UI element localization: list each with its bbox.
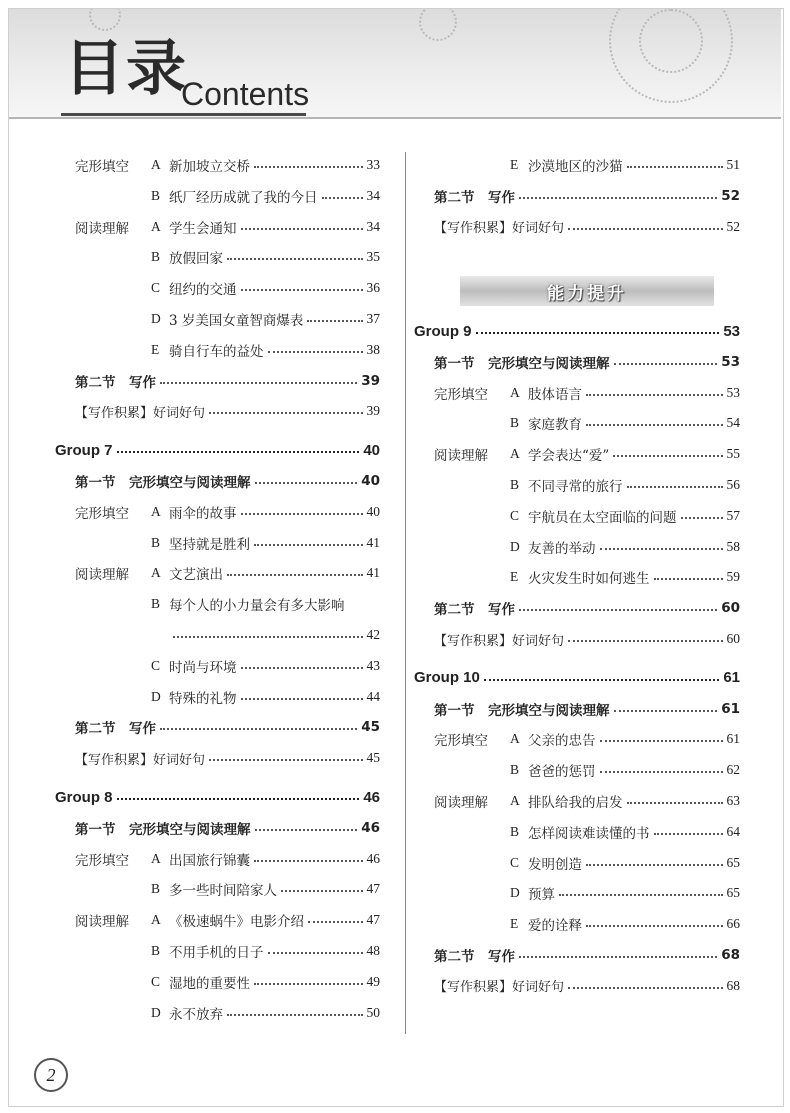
dot-leader: [227, 574, 363, 576]
toc-entry[interactable]: [434, 726, 740, 752]
dot-leader: [681, 517, 723, 519]
entry-title: 湿地的重要性: [169, 975, 250, 992]
dot-leader: [209, 759, 362, 761]
dot-leader: [627, 166, 723, 168]
entry-title: 爸爸的惩罚: [528, 764, 596, 781]
page-ref: 68: [726, 977, 740, 993]
toc-section[interactable]: [75, 368, 380, 394]
column-divider: [405, 152, 406, 1034]
toc-entry[interactable]: [75, 622, 380, 648]
entry-letter: B: [151, 596, 161, 612]
entry-letter: B: [510, 823, 520, 839]
page-ref: 41: [366, 534, 380, 550]
entry-category: 完形填空: [75, 852, 129, 869]
toc-section[interactable]: [434, 595, 740, 621]
toc-group-heading[interactable]: [55, 784, 380, 810]
toc-entry[interactable]: [434, 380, 740, 406]
page-title-english: Contents: [181, 76, 310, 112]
page-ref: 51: [726, 157, 740, 172]
dot-leader: [568, 228, 722, 230]
dot-leader: [627, 802, 723, 804]
toc-section[interactable]: [75, 468, 380, 494]
entry-letter: A: [151, 912, 161, 928]
page-ref: 45: [366, 750, 380, 766]
page-ref: 44: [366, 688, 380, 704]
entry-letter: A: [510, 446, 520, 462]
page-ref: 37: [366, 311, 380, 326]
toc-entry[interactable]: [75, 560, 380, 586]
dot-leader: [600, 740, 723, 742]
page-ref: 49: [366, 973, 380, 989]
dot-leader: [241, 289, 363, 291]
entry-title: 特殊的礼物: [169, 690, 237, 707]
toc-entry[interactable]: [75, 530, 380, 556]
toc-entry[interactable]: [434, 472, 740, 498]
toc-entry[interactable]: [75, 214, 380, 240]
entry-category: 完形填空: [75, 159, 129, 175]
entry-category: 阅读理解: [75, 914, 129, 931]
entry-title: 放假回家: [169, 251, 223, 268]
page-ref: 46: [361, 819, 380, 836]
page-title: 目录: [64, 34, 188, 104]
entry-title: 预算: [528, 887, 555, 904]
entry-title: 学会表达“爱”: [528, 448, 610, 465]
dot-leader: [241, 228, 363, 230]
entry-letter: A: [151, 157, 161, 172]
toc-entry[interactable]: [75, 306, 380, 332]
dot-leader: [476, 332, 720, 334]
dot-leader: [255, 829, 358, 831]
section-title: 第二节 写作: [434, 949, 515, 965]
page-ref: 66: [726, 916, 740, 932]
page-ref: 68: [721, 947, 740, 963]
entry-letter: A: [151, 565, 161, 581]
entry-title: 雨伞的故事: [169, 505, 237, 522]
entry-letter: A: [510, 793, 520, 808]
dot-leader: [255, 482, 358, 484]
toc-entry[interactable]: [75, 152, 380, 178]
toc-section[interactable]: [75, 815, 380, 841]
entry-letter: A: [151, 850, 161, 866]
title-underline: [61, 113, 306, 116]
page-ref: 45: [361, 719, 380, 736]
decorative-circle: [89, 9, 121, 31]
entry-category: 完形填空: [434, 733, 488, 750]
entry-letter: E: [510, 157, 519, 172]
dot-leader: [241, 513, 363, 515]
accumulation-label: 【写作积累】好词好句: [75, 405, 206, 421]
page-ref: 47: [366, 881, 380, 897]
entry-title: 肢体语言: [528, 386, 582, 403]
page-ref: 54: [726, 415, 740, 431]
dot-leader: [586, 864, 723, 866]
entry-letter: A: [510, 731, 520, 747]
dot-leader: [160, 728, 357, 730]
entry-letter: D: [151, 311, 161, 326]
toc-entry[interactable]: [434, 534, 740, 560]
page-ref: 40: [363, 441, 380, 459]
dot-leader: [254, 544, 363, 546]
group-title: Group 10: [414, 669, 480, 687]
page-ref: 52: [726, 218, 740, 234]
page-ref: 48: [366, 943, 380, 958]
page-ref: 65: [726, 885, 740, 901]
entry-category: 阅读理解: [434, 795, 488, 811]
entry-title: 骑自行车的益处: [169, 343, 264, 360]
page-ref: 58: [726, 538, 740, 554]
page-ref: 46: [363, 788, 380, 806]
page-ref: 60: [726, 631, 740, 646]
toc-entry[interactable]: [434, 757, 740, 783]
dot-leader: [627, 486, 723, 488]
entry-letter: B: [151, 881, 161, 897]
group-title: Group 7: [55, 441, 113, 459]
entry-letter: D: [151, 1004, 161, 1020]
dot-leader: [519, 956, 717, 958]
entry-letter: A: [151, 503, 161, 519]
entry-letter: D: [151, 688, 161, 704]
entry-title: 不用手机的日子: [169, 945, 264, 961]
dot-leader: [484, 679, 719, 681]
toc-group-heading[interactable]: [414, 318, 740, 344]
page-ref: 61: [721, 700, 740, 717]
toc-accumulation[interactable]: [434, 973, 740, 999]
decorative-circle: [419, 9, 457, 41]
entry-letter: E: [151, 341, 160, 357]
page-ref: 47: [366, 912, 380, 928]
accumulation-label: 【写作积累】好词好句: [75, 752, 206, 768]
entry-category: 完形填空: [434, 386, 488, 403]
dot-leader: [568, 640, 722, 642]
entry-category: 阅读理解: [75, 220, 129, 237]
section-title: 第二节 写作: [75, 374, 156, 391]
toc-entry[interactable]: [75, 591, 380, 617]
toc-entry[interactable]: [75, 907, 380, 933]
dot-leader: [227, 258, 363, 260]
accumulation-label: 【写作积累】好词好句: [434, 980, 565, 996]
page-ref: 60: [721, 600, 740, 617]
page-ref: 59: [726, 569, 740, 585]
entry-letter: B: [510, 762, 520, 778]
entry-letter: D: [510, 538, 520, 554]
toc-group-heading[interactable]: [414, 665, 740, 691]
toc-section[interactable]: [434, 349, 740, 375]
entry-category: 阅读理解: [75, 567, 129, 584]
entry-letter: E: [510, 569, 519, 585]
entry-title: 出国旅行锦囊: [169, 852, 250, 869]
dot-leader: [268, 952, 363, 954]
toc-entry[interactable]: [434, 819, 740, 845]
toc-entry[interactable]: [434, 441, 740, 467]
dot-leader: [307, 320, 362, 322]
page-ref: 52: [721, 187, 740, 204]
page-ref: 53: [723, 322, 740, 340]
entry-title: 纸厂经历成就了我的今日: [169, 189, 318, 206]
dot-leader: [586, 925, 723, 927]
page-ref: 53: [726, 384, 740, 400]
dot-leader: [268, 351, 363, 353]
entry-title: 父亲的忠告: [528, 733, 596, 750]
dot-leader: [117, 798, 360, 800]
section-title: 第二节 写作: [75, 721, 156, 738]
entry-letter: C: [151, 973, 161, 989]
toc-accumulation[interactable]: [434, 214, 740, 240]
page-ref: 35: [366, 249, 380, 265]
toc-entry[interactable]: [434, 152, 740, 178]
dot-leader: [241, 667, 363, 669]
page-ref: 50: [366, 1004, 380, 1020]
dot-leader: [559, 894, 723, 896]
entry-letter: B: [151, 187, 161, 203]
dot-leader: [227, 1014, 363, 1016]
entry-title: 友善的举动: [528, 540, 596, 557]
dot-leader: [614, 710, 718, 712]
dot-leader: [600, 771, 723, 773]
entry-letter: C: [151, 280, 161, 296]
dot-leader: [173, 636, 363, 638]
page-ref: 61: [723, 669, 740, 687]
page-ref: 56: [726, 477, 740, 492]
accumulation-label: 【写作积累】好词好句: [434, 221, 565, 237]
page-ref: 64: [726, 823, 740, 839]
toc-entry[interactable]: [434, 410, 740, 436]
entry-letter: E: [510, 916, 519, 932]
entry-title: 新加坡立交桥: [169, 159, 250, 175]
page-ref: 36: [366, 280, 380, 296]
entry-title: 《极速蜗牛》电影介绍: [169, 914, 304, 931]
entry-letter: C: [510, 854, 520, 870]
dot-leader: [654, 833, 723, 835]
entry-letter: C: [151, 657, 161, 673]
toc-entry[interactable]: [75, 337, 380, 363]
entry-title: 永不放弃: [169, 1006, 223, 1023]
entry-letter: B: [510, 477, 520, 492]
entry-letter: B: [151, 249, 161, 265]
dot-leader: [519, 609, 717, 611]
entry-title: 发明创造: [528, 856, 582, 873]
page-ref: 43: [366, 657, 380, 673]
group-title: Group 9: [414, 322, 472, 340]
page-ref: 34: [366, 187, 380, 203]
page-ref: 62: [726, 762, 740, 778]
entry-letter: B: [510, 415, 520, 431]
entry-title: 多一些时间陪家人: [169, 883, 277, 900]
toc-entry[interactable]: [434, 911, 740, 937]
toc-accumulation[interactable]: [434, 626, 740, 652]
page-ref: 55: [726, 446, 740, 462]
toc-entry[interactable]: [434, 880, 740, 906]
entry-letter: B: [151, 534, 161, 550]
toc-entry[interactable]: [75, 684, 380, 710]
entry-letter: B: [151, 943, 161, 958]
dot-leader: [586, 394, 723, 396]
page-ref: 39: [366, 403, 380, 419]
toc-entry[interactable]: [434, 850, 740, 876]
dot-leader: [241, 698, 363, 700]
dot-leader: [568, 987, 722, 989]
accumulation-label: 【写作积累】好词好句: [434, 633, 565, 649]
entry-title: 文艺演出: [169, 567, 223, 584]
dot-leader: [254, 166, 363, 168]
entry-title: 家庭教育: [528, 417, 582, 434]
toc-entry[interactable]: [434, 564, 740, 590]
entry-title: 不同寻常的旅行: [528, 479, 623, 495]
entry-title: 每个人的小力量会有多大影响: [169, 598, 345, 615]
toc-group-heading[interactable]: [55, 437, 380, 463]
toc-entry[interactable]: [75, 938, 380, 964]
entry-title: 怎样阅读难读懂的书: [528, 825, 650, 842]
section-title: 第一节 完形填空与阅读理解: [75, 821, 251, 838]
entry-letter: C: [510, 507, 520, 523]
section-title: 第二节 写作: [434, 602, 515, 619]
dot-leader: [254, 860, 363, 862]
page-ref: 41: [366, 565, 380, 581]
page-ref: 63: [726, 793, 740, 808]
dot-leader: [322, 197, 363, 199]
entry-title: 学生会通知: [169, 220, 237, 237]
dot-leader: [614, 363, 718, 365]
page-ref: 33: [366, 157, 380, 172]
section-title: 第一节 完形填空与阅读理解: [434, 355, 610, 372]
page-ref: 34: [366, 218, 380, 234]
dot-leader: [308, 921, 363, 923]
dot-leader: [160, 382, 357, 384]
page-ref: 46: [366, 850, 380, 866]
entry-title: 坚持就是胜利: [169, 536, 250, 553]
entry-title: 时尚与环境: [169, 659, 237, 676]
page-ref: 40: [366, 503, 380, 519]
page-ref: 53: [721, 353, 740, 370]
toc-entry[interactable]: [75, 969, 380, 995]
dot-leader: [117, 451, 360, 453]
entry-letter: A: [510, 384, 520, 400]
dot-leader: [281, 890, 363, 892]
page-ref: 61: [726, 731, 740, 747]
toc-accumulation[interactable]: [75, 745, 380, 771]
page-ref: 57: [726, 507, 740, 523]
entry-title: 3 岁美国女童智商爆表: [169, 313, 304, 329]
toc-section[interactable]: [434, 696, 740, 722]
dot-leader: [254, 983, 363, 985]
toc-section[interactable]: [434, 942, 740, 968]
toc-entry[interactable]: [434, 788, 740, 814]
section-title: 第二节 写作: [434, 189, 515, 206]
entry-title: 排队给我的启发: [528, 795, 623, 811]
page-number: 2: [34, 1058, 68, 1092]
page-ref: 40: [361, 473, 380, 489]
entry-title: 宇航员在太空面临的问题: [528, 509, 677, 526]
decorative-circle: [639, 9, 703, 73]
toc-entry[interactable]: [75, 653, 380, 679]
section-banner: 能力提升: [460, 276, 714, 306]
toc-accumulation[interactable]: [75, 398, 380, 424]
entry-category: 完形填空: [75, 505, 129, 522]
toc-entry[interactable]: [75, 846, 380, 872]
dot-leader: [209, 412, 362, 414]
dot-leader: [600, 548, 723, 550]
section-title: 第一节 完形填空与阅读理解: [75, 475, 251, 491]
dot-leader: [519, 197, 717, 199]
dot-leader: [586, 424, 723, 426]
group-title: Group 8: [55, 788, 113, 806]
toc-section[interactable]: [75, 714, 380, 740]
dot-leader: [654, 578, 723, 580]
toc-entry[interactable]: [434, 503, 740, 529]
page-ref: 38: [366, 341, 380, 357]
toc-entry[interactable]: [75, 499, 380, 525]
entry-letter: A: [151, 218, 161, 234]
toc-entry[interactable]: [75, 244, 380, 270]
header-band: [9, 9, 781, 119]
entry-category: 阅读理解: [434, 448, 488, 465]
entry-title: 纽约的交通: [169, 282, 237, 299]
entry-letter: D: [510, 885, 520, 901]
toc-entry[interactable]: [75, 876, 380, 902]
page-ref: 65: [726, 854, 740, 870]
toc-section[interactable]: [434, 183, 740, 209]
section-title: 第一节 完形填空与阅读理解: [434, 702, 610, 719]
entry-title: 沙漠地区的沙猫: [528, 159, 623, 175]
toc-entry[interactable]: [75, 1000, 380, 1026]
entry-title: 爱的诠释: [528, 918, 582, 935]
page-ref: 42: [366, 627, 380, 642]
page-ref: 39: [361, 372, 380, 389]
dot-leader: [613, 455, 722, 457]
entry-title: 火灾发生时如何逃生: [528, 571, 650, 588]
toc-entry[interactable]: [75, 275, 380, 301]
toc-entry[interactable]: [75, 183, 380, 209]
